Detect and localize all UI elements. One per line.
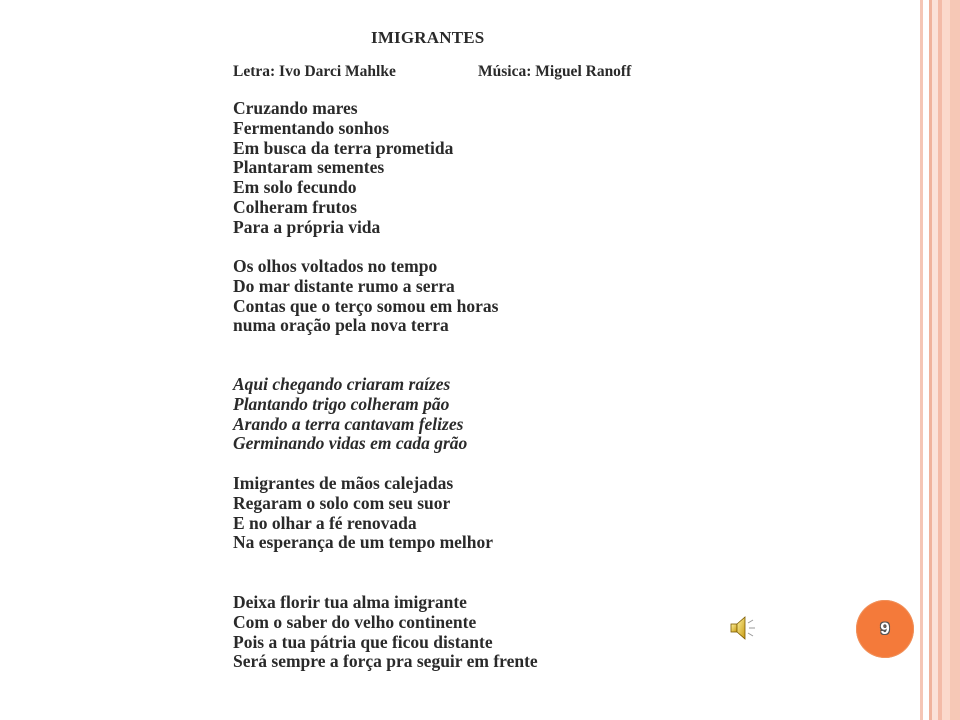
border-stripe: [942, 0, 950, 720]
lyric-line: Germinando vidas em cada grão: [233, 433, 468, 454]
border-stripe: [950, 0, 960, 720]
stanza-4: [233, 474, 493, 553]
lyric-line: Deixa florir tua alma imigrante: [233, 592, 467, 612]
lyric-line: Na esperança de um tempo melhor: [233, 532, 494, 553]
lyric-line: Do mar distante rumo a serra: [233, 275, 455, 296]
lyric-line: Arando a terra cantavam felizes: [233, 413, 464, 434]
lyric-line: Fermentando sonhos: [233, 117, 390, 138]
page-number: 9: [880, 619, 890, 638]
lyrics-credit: Letra: Ivo Darci Mahlke: [233, 63, 396, 80]
stanza-2: [233, 257, 498, 336]
lyric-line: Em busca da terra prometida: [233, 137, 454, 158]
stanza-1: [233, 99, 453, 238]
lyric-line: Com o saber do velho continente: [233, 611, 477, 632]
lyric-line: numa oração pela nova terra: [233, 315, 449, 336]
stanza-3-chorus: [233, 375, 467, 454]
lyric-line: Pois a tua pátria que ficou distante: [233, 631, 493, 652]
lyric-line: Cruzando mares: [233, 98, 358, 118]
lyric-line: Plantando trigo colheram pão: [233, 393, 450, 414]
decorative-right-border: [920, 0, 960, 720]
lyric-line: Será sempre a força pra seguir em frente: [233, 651, 538, 672]
lyric-line: Contas que o terço somou em horas: [233, 295, 499, 316]
stanza-5: [233, 593, 538, 672]
lyric-line: Para a própria vida: [233, 216, 381, 237]
music-credit: Música: Miguel Ranoff: [478, 63, 632, 80]
speaker-icon[interactable]: [728, 614, 758, 642]
lyric-line: Em solo fecundo: [233, 177, 357, 198]
scanned-lyrics-sheet: [214, 0, 734, 720]
lyric-line: Plantaram sementes: [233, 157, 385, 178]
lyric-line: Os olhos voltados no tempo: [233, 256, 438, 276]
lyric-line: Imigrantes de mãos calejadas: [233, 473, 454, 493]
page-number-badge: [856, 600, 914, 658]
lyric-line: Regaram o solo com seu suor: [233, 492, 451, 513]
lyric-line: Colheram frutos: [233, 196, 357, 217]
lyric-line: E no olhar a fé renovada: [233, 512, 417, 533]
lyric-line: Aqui chegando criaram raízes: [233, 374, 451, 394]
song-title: IMIGRANTES: [371, 28, 485, 47]
